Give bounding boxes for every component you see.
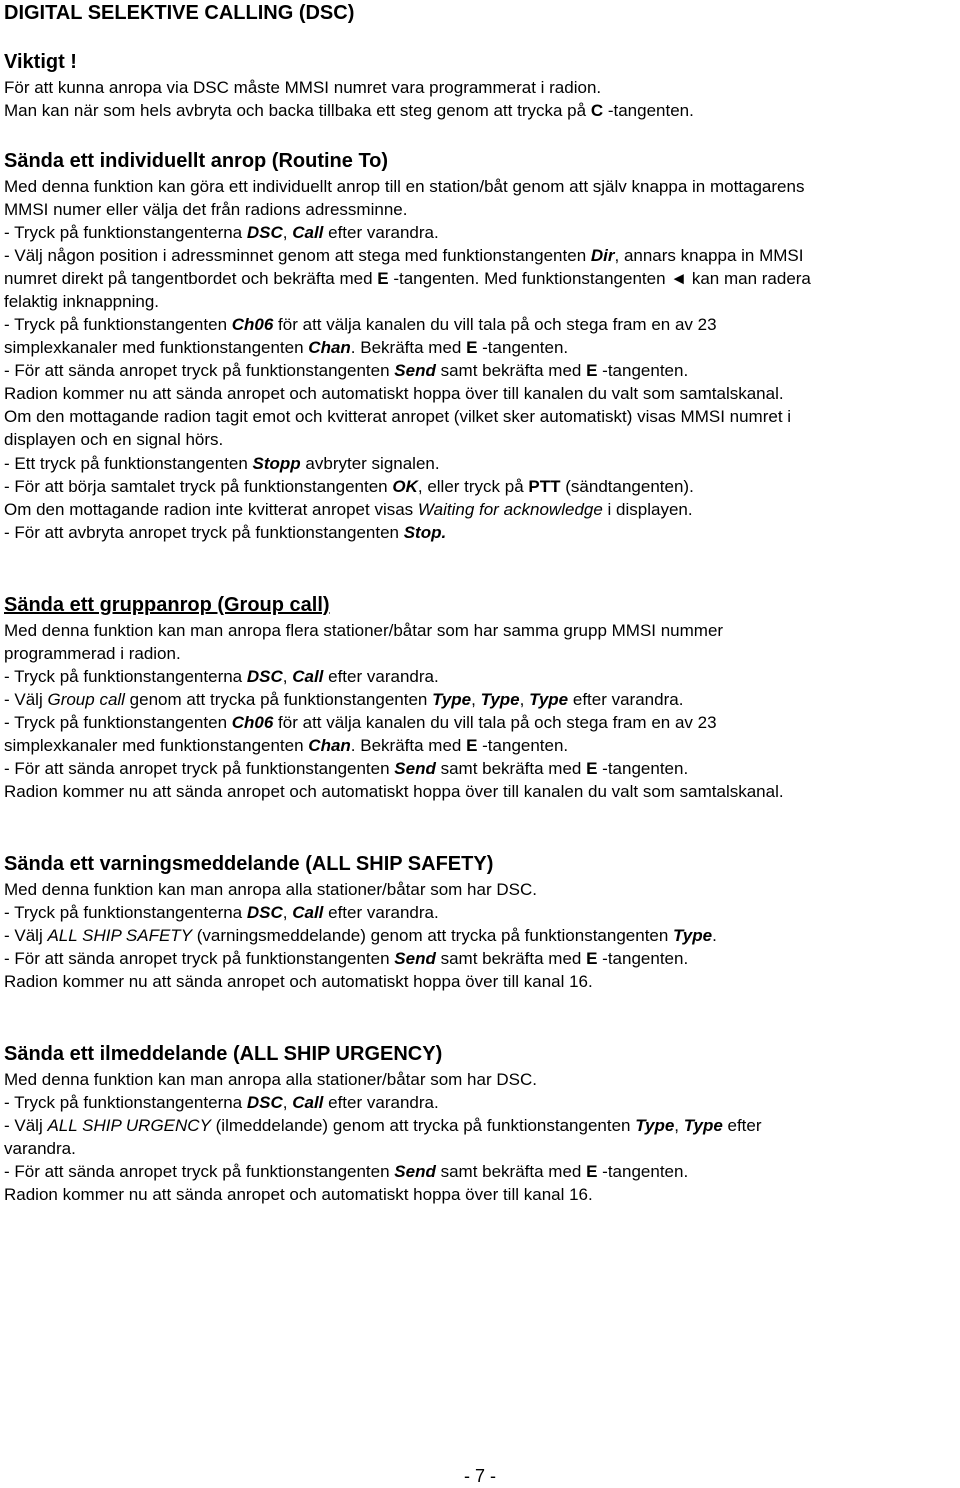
paragraph-line: Om den mottagande radion tagit emot och kvitterat anropet (vilket sker automatiskt) visas MMSI numret i <box>4 407 792 426</box>
paragraph-line: numret direkt på tangentbordet och bekräfta med E -tangenten. Med funktionstangenten ◄ kan man radera <box>4 269 811 288</box>
paragraph-line: - För att sända anropet tryck på funktionstangenten Send samt bekräfta med E -tangenten. <box>4 361 689 380</box>
paragraph-line: - Välj ALL SHIP URGENCY (ilmeddelande) genom att trycka på funktionstangenten Type, Type efter <box>4 1116 762 1135</box>
paragraph-line: - Välj ALL SHIP SAFETY (varningsmeddelande) genom att trycka på funktionstangenten Type. <box>4 926 717 945</box>
paragraph-line: Radion kommer nu att sända anropet och automatiskt hoppa över till kanal 16. <box>4 1185 593 1204</box>
paragraph-line: - För att sända anropet tryck på funktionstangenten Send samt bekräfta med E -tangenten. <box>4 1162 689 1181</box>
notice-heading: Viktigt ! <box>4 51 77 73</box>
section-heading-urgency: Sända ett ilmeddelande (ALL SHIP URGENCY) <box>4 1043 443 1065</box>
paragraph-line: Radion kommer nu att sända anropet och automatiskt hoppa över till kanal 16. <box>4 972 593 991</box>
paragraph-line: Radion kommer nu att sända anropet och automatiskt hoppa över till kanalen du valt som samtalskanal. <box>4 782 784 801</box>
notice-line: Man kan när som hels avbryta och backa tillbaka ett steg genom att trycka på C -tangenten. <box>4 101 694 120</box>
paragraph-line: simplexkanaler med funktionstangenten Chan. Bekräfta med E -tangenten. <box>4 338 569 357</box>
paragraph-line: - För att avbryta anropet tryck på funktionstangenten Stop. <box>4 523 447 542</box>
paragraph-line: Med denna funktion kan göra ett individuellt anrop till en station/båt genom att själv knappa in mottagarens <box>4 177 805 196</box>
page-number: - 7 - <box>463 1466 496 1486</box>
paragraph-line: Om den mottagande radion inte kvitterat anropet visas Waiting for acknowledge i displayen. <box>4 500 693 519</box>
paragraph-line: programmerad i radion. <box>4 644 181 663</box>
paragraph-line: - Tryck på funktionstangenterna DSC, Call efter varandra. <box>4 903 439 922</box>
paragraph-line: MMSI numer eller välja det från radions adressminne. <box>4 200 408 219</box>
section-heading-individual: Sända ett individuellt anrop (Routine To) <box>4 150 389 172</box>
paragraph-line: - Tryck på funktionstangenten Ch06 för att välja kanalen du vill tala på och stega fram en av 23 <box>4 713 717 732</box>
paragraph-line: varandra. <box>4 1139 76 1158</box>
paragraph-line: - Välj någon position i adressminnet genom att stega med funktionstangenten Dir, annars knappa in MMSI <box>4 246 804 265</box>
paragraph-line: - För att sända anropet tryck på funktionstangenten Send samt bekräfta med E -tangenten. <box>4 759 689 778</box>
paragraph-line: Med denna funktion kan man anropa flera stationer/båtar som har samma grupp MMSI nummer <box>4 621 724 640</box>
paragraph-line: - Tryck på funktionstangenterna DSC, Call efter varandra. <box>4 667 439 686</box>
paragraph-line: Med denna funktion kan man anropa alla stationer/båtar som har DSC. <box>4 880 537 899</box>
paragraph-line: - Tryck på funktionstangenterna DSC, Call efter varandra. <box>4 223 439 242</box>
paragraph-line: - Tryck på funktionstangenterna DSC, Call efter varandra. <box>4 1093 439 1112</box>
page-title: DIGITAL SELEKTIVE CALLING (DSC) <box>4 2 355 24</box>
notice-line: För att kunna anropa via DSC måste MMSI numret vara programmerat i radion. <box>4 78 602 97</box>
paragraph-line: - För att sända anropet tryck på funktionstangenten Send samt bekräfta med E -tangenten. <box>4 949 689 968</box>
section-heading-safety: Sända ett varningsmeddelande (ALL SHIP SAFETY) <box>4 853 494 875</box>
paragraph-line: - Tryck på funktionstangenten Ch06 för att välja kanalen du vill tala på och stega fram en av 23 <box>4 315 717 334</box>
paragraph-line: - För att börja samtalet tryck på funktionstangenten OK, eller tryck på PTT (sändtangenten). <box>4 477 694 496</box>
paragraph-line: displayen och en signal hörs. <box>4 430 224 449</box>
paragraph-line: Med denna funktion kan man anropa alla stationer/båtar som har DSC. <box>4 1070 537 1089</box>
section-heading-group: Sända ett gruppanrop (Group call) <box>4 594 330 616</box>
paragraph-line: - Välj Group call genom att trycka på funktionstangenten Type, Type, Type efter varandra. <box>4 690 684 709</box>
paragraph-line: - Ett tryck på funktionstangenten Stopp avbryter signalen. <box>4 454 440 473</box>
paragraph-line: simplexkanaler med funktionstangenten Chan. Bekräfta med E -tangenten. <box>4 736 569 755</box>
paragraph-line: felaktig inknappning. <box>4 292 160 311</box>
paragraph-line: Radion kommer nu att sända anropet och automatiskt hoppa över till kanalen du valt som samtalskanal. <box>4 384 784 403</box>
